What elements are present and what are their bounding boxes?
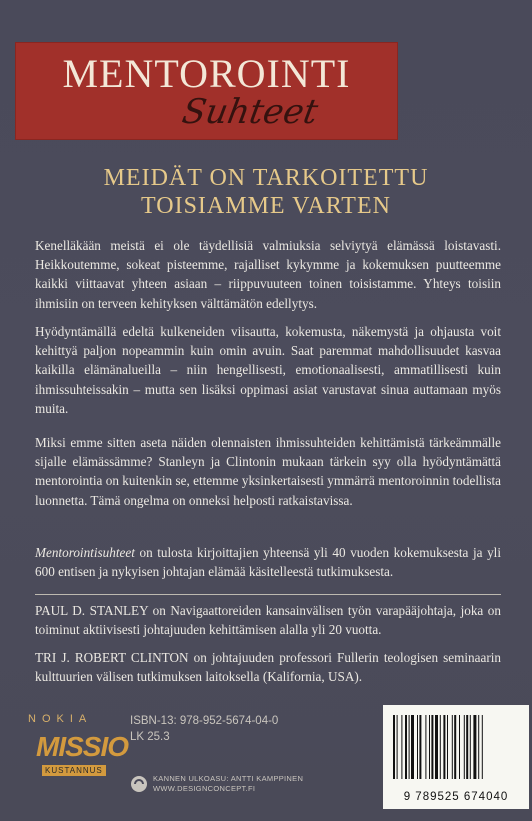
isbn-block [130,713,278,745]
barcode-number: 9 789525 674040 [403,791,509,803]
heading-line-1: MEIDÄT ON TARKOITETTU [103,165,429,191]
barcode-bar [464,715,465,779]
heading-line-2: TOISIAMME VARTEN [141,193,391,219]
isbn-number: ISBN-13: 978-952-5674-04-0 [130,715,279,727]
barcode-bar [397,715,398,779]
cover-design-credit [153,774,303,794]
barcode-bar [405,715,407,779]
library-class: LK 25.3 [130,731,170,743]
barcode-bar [470,715,471,779]
publisher-logo-sub: KUSTANNUS [42,765,106,776]
book-title-italic: Mentorointisuhteet [35,545,135,560]
paragraph-4 [35,543,501,581]
title-band [15,42,398,140]
barcode-bar [478,715,479,779]
barcode-bar [431,715,433,779]
barcode-bar [409,715,410,779]
barcode-bar [401,715,402,779]
author-bio-clinton: TRI J. ROBERT CLINTON on johtajuuden professori Fullerin teologisen seminaarin kulttuurien välisen tutkimuksen laitoksella (Kalifornia, USA). [35,650,501,685]
barcode-bar [419,715,421,779]
barcode-bar [443,715,445,779]
book-subtitle-script: Suhteet [179,92,321,132]
paragraph-4-text: on tulosta kirjoittajien yhteensä yli 40 vuoden kokemuksesta ja yli 600 entisen ja nykyisen johtajan elämää käsitelleestä tutkimuksesta. [35,545,501,580]
barcode-bar [429,715,430,779]
barcode [383,705,529,809]
barcode-bar [482,715,483,779]
paragraph-2: Hyödyntämällä edeltä kulkeneiden viisautta, kokemusta, näkemystä ja ohjausta voit kehittyä paljon nopeammin kuin omin avuin. Saat paremmat mahdollisuudet kasvaa kaikilla elämänalueilla – niin hengellisesti, emotionaalisesti, ammatillisesti kuin ihmissuhteissakin – mutta sen lisäksi oppimasi asiat varustavat sinua auttamaan myös muita. [35,324,501,416]
barcode-bar [417,715,418,779]
design-logo-icon [130,775,148,793]
barcode-bar [452,715,453,779]
barcode-bar [411,715,414,779]
barcode-bar [447,715,448,779]
barcode-bar [466,715,468,779]
barcode-bar [459,715,460,779]
publisher-logo [20,707,129,797]
divider-rule [35,594,501,595]
barcode-bar [435,715,438,779]
author-bio-stanley: PAUL D. STANLEY on Navigaattoreiden kansainvälisen työn varapääjohtaja, joka on toiminut aktiivisesti johtajuuden kehittämisen alalla yli 20 vuotta. [35,603,501,638]
barcode-bar [440,715,441,779]
book-title: MENTOROINTI [62,51,351,96]
cover-design-url: WWW.DESIGNCONCEPT.FI [153,784,256,793]
barcode-bars [383,705,529,787]
paragraph-1: Kenelläkään meistä ei ole täydellisiä valmiuksia selviytyä elämässä loistavasti. Heikkoutemme, sokeat pisteemme, rajalliset kykymme ja kokemuksen puutteemme kaikki viittaavat yhteen asiaan – riippuvuuteen toinen toisistamme. Yhteys toisiin ihmisiin on terveen kehityksen välttämätön edellytys. [35,238,501,311]
barcode-bar [425,715,426,779]
barcode-bar [473,715,476,779]
publisher-logo-top: NOKIA [28,713,93,725]
barcode-bar [393,715,395,779]
barcode-bar [454,715,456,779]
cover-design-line: KANNEN ULKOASU: ANTTI KAMPPINEN [153,774,304,783]
publisher-logo-main: MISSIO [36,731,129,762]
paragraph-3: Miksi emme sitten aseta näiden olennaisten ihmissuhteiden kehittämistä tärkeämmälle sijalle elämässämme? Stanleyn ja Clintonin mukaan tärkein syy olla hyödyntämättä mentorointia on kuitenkin se, ettemme yksinkertaisesti ymmärrä mentoroinnin todellista luonnetta. Tämä ongelma on onneksi helposti ratkaistavissa. [35,435,501,508]
